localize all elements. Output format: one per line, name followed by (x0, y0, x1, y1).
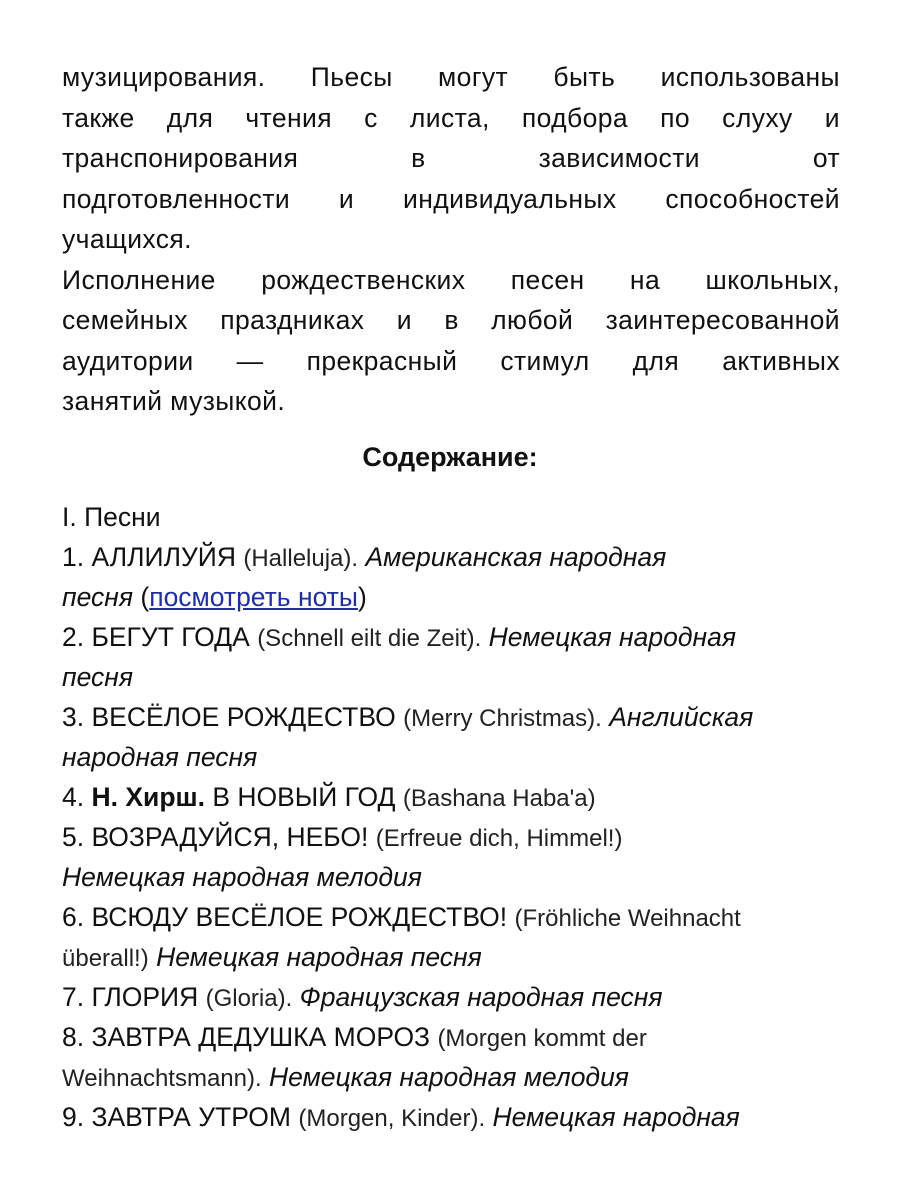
item-number: 7. (62, 982, 85, 1012)
item-title: ГЛОРИЯ (91, 982, 199, 1012)
item-number: 6. (62, 902, 85, 932)
item-number: 4. (62, 782, 85, 812)
intro-line: подготовленности и индивидуальных способностей (62, 183, 840, 214)
item-title: ВЕСЁЛОЕ РОЖДЕСТВО (91, 702, 396, 732)
item-title: В НОВЫЙ ГОД (212, 782, 396, 812)
view-notes-link[interactable]: посмотреть ноты (149, 582, 358, 612)
item-genre: песня (62, 662, 134, 692)
toc-item (62, 617, 862, 657)
item-number: 2. (62, 622, 85, 652)
item-original-title: (Morgen kommt der (437, 1025, 647, 1052)
toc-item (62, 977, 862, 1017)
item-genre: Английская (609, 702, 754, 732)
item-number: 3. (62, 702, 85, 732)
item-genre: Американская народная (365, 542, 667, 572)
intro-paragraph (62, 57, 840, 422)
item-original-title: (Halleluja). (243, 545, 359, 572)
item-title: ЗАВТРА ДЕДУШКА МОРОЗ (91, 1022, 431, 1052)
item-title: АЛЛИЛУЙЯ (91, 542, 236, 572)
item-original-title: Weihnachtsmann). (62, 1065, 262, 1092)
item-original-title: überall!) (62, 945, 149, 972)
table-of-contents (62, 497, 862, 1137)
item-original-title: (Schnell eilt die Zeit). (257, 625, 482, 652)
intro-line: также для чтения с листа, подбора по слуху и (62, 102, 840, 133)
item-genre: Немецкая народная (488, 622, 736, 652)
toc-item (62, 1097, 862, 1137)
item-title: ЗАВТРА УТРОМ (91, 1102, 291, 1132)
toc-item (62, 1017, 862, 1057)
intro-line: транспонирования в зависимости от (62, 143, 840, 173)
toc-item (62, 537, 862, 577)
toc-item-continued (62, 657, 862, 697)
item-genre: Немецкая народная мелодия (269, 1062, 629, 1092)
toc-item-continued (62, 1057, 862, 1097)
item-original-title: (Morgen, Kinder). (298, 1105, 486, 1132)
toc-item (62, 897, 862, 937)
item-original-title: (Gloria). (205, 985, 293, 1012)
item-original-title: (Erfreue dich, Himmel!) (375, 825, 623, 852)
toc-item-continued (62, 857, 862, 897)
contents-heading: Содержание: (362, 442, 538, 472)
item-genre: Французская народная песня (299, 982, 663, 1012)
toc-item (62, 697, 862, 737)
item-genre: Немецкая народная песня (156, 942, 482, 972)
intro-line: учащихся. (62, 224, 192, 254)
item-original-title: (Bashana Haba'a) (402, 785, 596, 812)
intro-line: семейных праздниках и в любой заинтересованной (62, 305, 840, 335)
item-genre: песня (62, 582, 134, 612)
item-title: ВСЮДУ ВЕСЁЛОЕ РОЖДЕСТВО! (91, 902, 508, 932)
toc-item-continued (62, 737, 862, 777)
paren-open: ( (140, 582, 150, 612)
intro-line: аудитории — прекрасный стимул для активных (62, 345, 840, 376)
item-original-title: (Fröhliche Weihnacht (514, 905, 741, 932)
item-genre: народная песня (62, 742, 258, 772)
item-genre: Немецкая народная мелодия (62, 862, 422, 892)
intro-line: музицирования. Пьесы могут быть использованы (62, 62, 840, 92)
item-number: 1. (62, 542, 85, 572)
section-title: I. Песни (62, 502, 161, 532)
item-original-title: (Merry Christmas). (403, 705, 602, 732)
item-genre: Немецкая народная (492, 1102, 740, 1132)
toc-item-continued (62, 937, 862, 977)
toc-item (62, 817, 862, 857)
item-number: 5. (62, 822, 85, 852)
paren-close: ) (357, 582, 367, 612)
toc-item-continued (62, 577, 862, 617)
item-number: 9. (62, 1102, 85, 1132)
item-title: ВОЗРАДУЙСЯ, НЕБО! (91, 822, 369, 852)
item-number: 8. (62, 1022, 85, 1052)
intro-line: занятий музыкой. (62, 386, 286, 416)
toc-item (62, 777, 862, 817)
intro-line: Исполнение рождественских песен на школьных, (62, 264, 840, 295)
item-author: Н. Хирш. (91, 782, 205, 812)
item-title: БЕГУТ ГОДА (91, 622, 250, 652)
